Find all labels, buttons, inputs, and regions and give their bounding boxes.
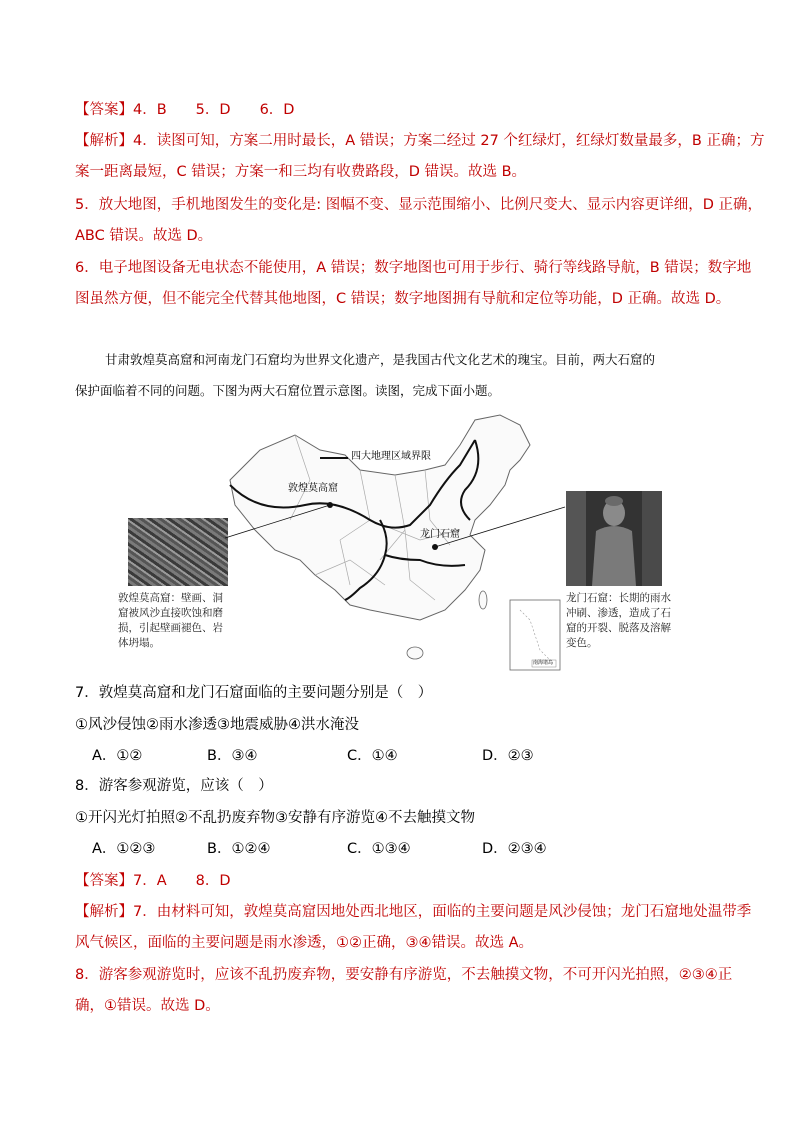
analysis-line-2: 案一距离最短，C 错误；方案一和三均有收费路段，D 错误。故选 B。 [75, 164, 527, 180]
analysis2-line-3: 8．游客参观游览时，应该不乱扔废弃物，要安静有序游览，不去触摸文物，不可开闪光拍照，②③④正 [75, 967, 733, 983]
legend-label: 四大地理区域界限 [351, 451, 431, 462]
q7-option-b[interactable]: B．③④ [207, 748, 258, 764]
analysis-tag: 【解析】 [75, 904, 133, 920]
q7-items: ①风沙侵蚀②雨水渗透③地震威胁④洪水淹没 [75, 717, 359, 733]
analysis2-line-1: 【解析】7．由材料可知，敦煌莫高窟因地处西北地区，面临的主要问题是风沙侵蚀；龙门石窟地处温带季 [75, 904, 752, 920]
material-line-2: 保护面临着不同的问题。下图为两大石窟位置示意图。读图，完成下面小题。 [75, 383, 501, 398]
answer-tag: 【答案】 [75, 873, 133, 889]
q8-option-a[interactable]: A．①②③ [92, 841, 156, 857]
answer-text: 4．B 5．D 6．D [133, 102, 295, 118]
answer-text: 7．A 8．D [133, 873, 231, 889]
q8-stem: 8．游客参观游览，应该（ ） [75, 778, 273, 794]
q7-stem: 7．敦煌莫高窟和龙门石窟面临的主要问题分别是（ ） [75, 685, 433, 701]
analysis-line-3: 5．放大地图，手机地图发生的变化是: 图幅不变、显示范围缩小、比例尺变大、显示内容更详细，D 正确， [75, 197, 762, 213]
q8-option-c[interactable]: C．①③④ [347, 841, 411, 857]
longmen-label: 龙门石窟 [420, 529, 460, 540]
q8-option-b[interactable]: B．①②④ [207, 841, 271, 857]
analysis-line-5: 6．电子地图设备无电状态不能使用，A 错误；数字地图也可用于步行、骑行等线路导航，B 错误；数字地 [75, 260, 752, 276]
longmen-caption: 龙门石窟：长期的雨水 冲刷、渗透，造成了石 窟的开裂、脱落及溶解 变色。 [566, 592, 671, 649]
china-outline [230, 415, 530, 620]
dunhuang-caption: 敦煌莫高窟：壁画、洞 窟被风沙直接吹蚀和磨 损，引起壁画褪色、岩 体坍塌。 [118, 592, 223, 649]
china-map [220, 410, 600, 675]
analysis-line-4: ABC 错误。故选 D。 [75, 228, 213, 244]
analysis2-line-4: 确，①错误。故选 D。 [75, 998, 220, 1014]
analysis2-line-2: 风气候区，面临的主要问题是雨水渗透，①②正确，③④错误。故选 A。 [75, 935, 534, 951]
q7-options [92, 746, 534, 766]
answer-line-1 [75, 100, 294, 120]
dunhuang-label: 敦煌莫高窟 [288, 483, 338, 494]
analysis-tag: 【解析】 [75, 133, 133, 149]
material-line-1: 甘肃敦煌莫高窟和河南龙门石窟均为世界文化遗产，是我国古代文化艺术的瑰宝。目前，两大石窟的 [105, 352, 656, 367]
q7-option-a[interactable]: A．①② [92, 748, 143, 764]
answer-tag: 【答案】 [75, 102, 133, 118]
q7-option-d[interactable]: D．②③ [482, 748, 534, 764]
q7-option-c[interactable]: C．①④ [347, 748, 398, 764]
q8-items: ①开闪光灯拍照②不乱扔废弃物③安静有序游览④不去触摸文物 [75, 810, 475, 826]
analysis-line-1: 【解析】4．读图可知，方案二用时最长，A 错误；方案二经过 27 个红绿灯，红绿灯数量最多，B 正确；方 [75, 133, 765, 149]
q8-option-d[interactable]: D．②③④ [482, 841, 547, 857]
inset-label: 南海诸岛 [533, 660, 554, 666]
q8-options [92, 839, 547, 859]
dunhuang-photo [128, 518, 228, 586]
analysis-line-6: 图虽然方便，但不能完全代替其他地图，C 错误；数字地图拥有导航和定位等功能，D 正确。故选 D。 [75, 291, 731, 307]
answer-line-2 [75, 871, 231, 891]
